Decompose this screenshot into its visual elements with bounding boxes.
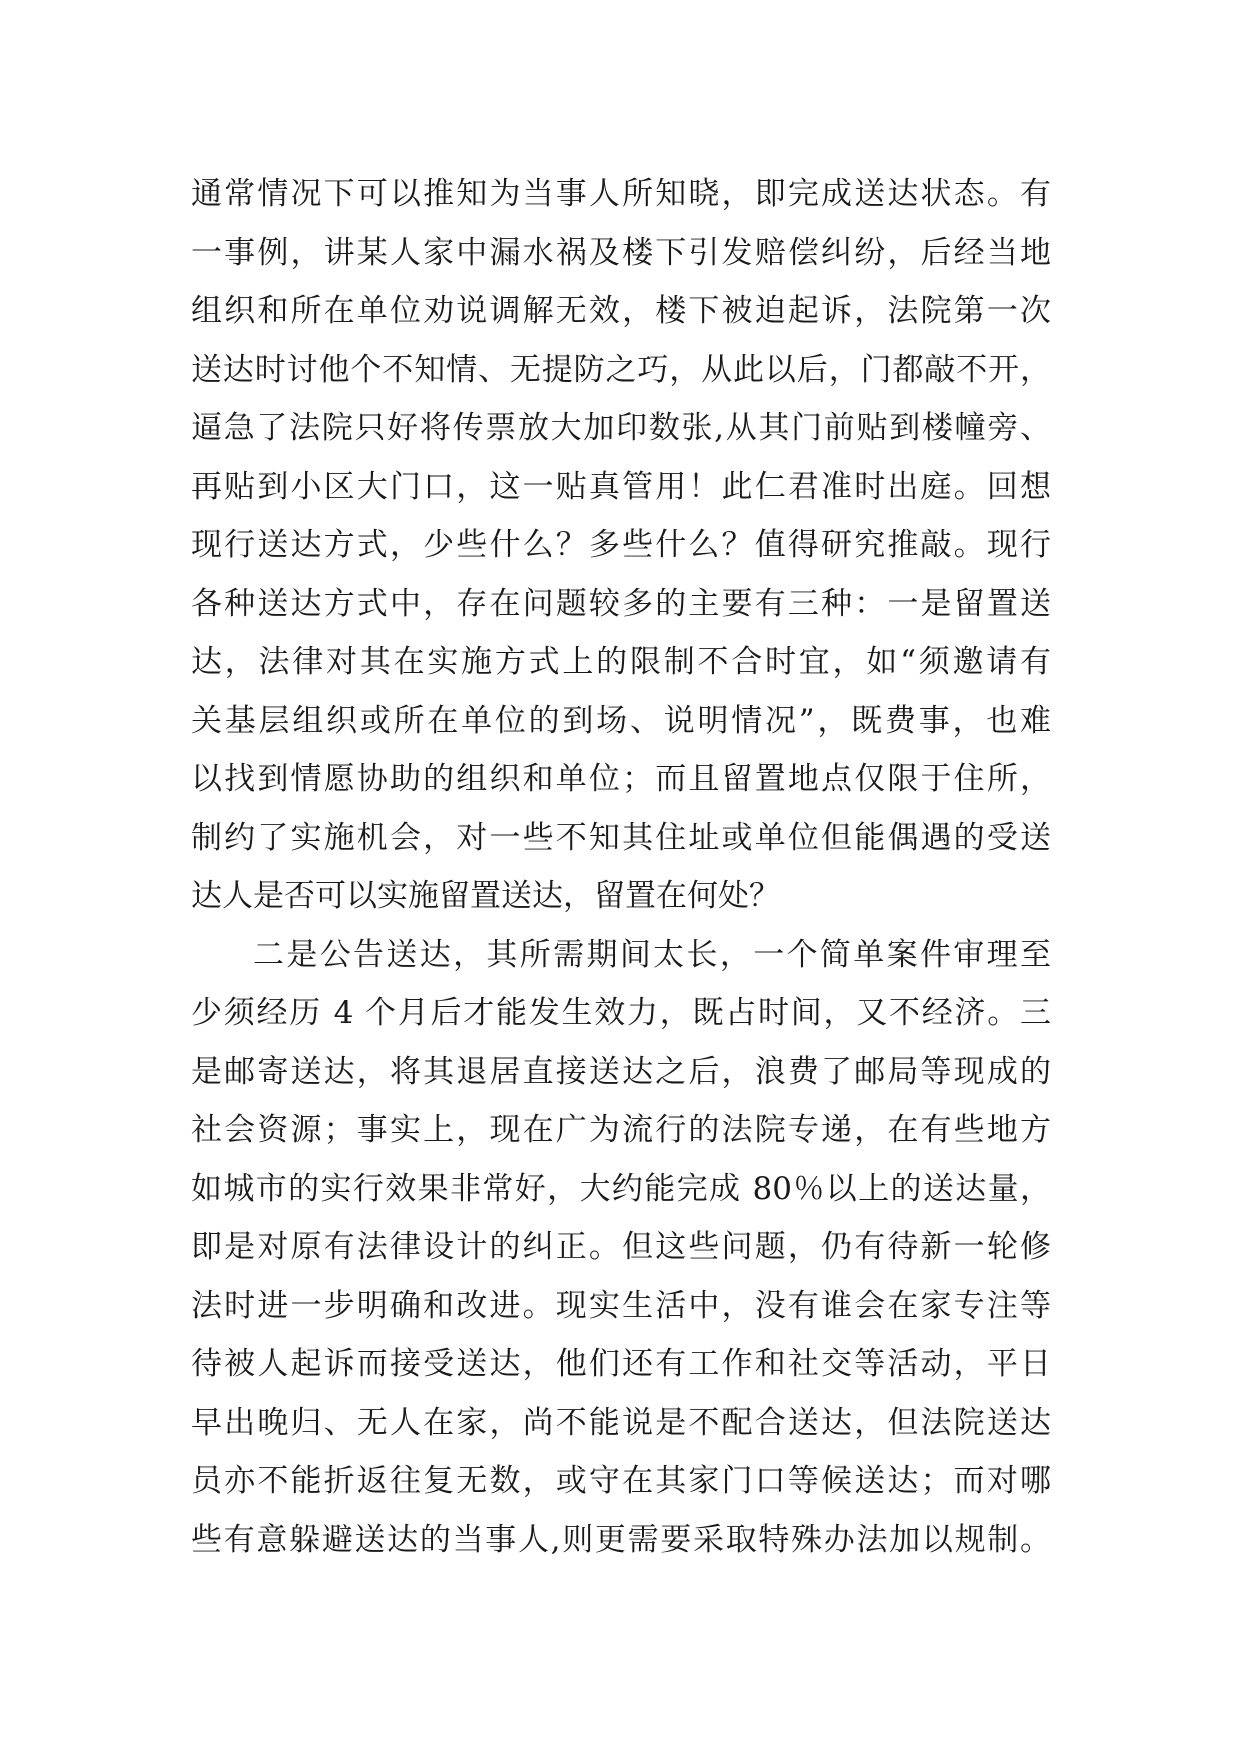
text-line: 现行送达方式，少些什么？多些什么？值得研究推敲。现行: [191, 527, 1051, 563]
text-line: 少须经历 4 个月后才能发生效力，既占时间，又不经济。三: [191, 995, 1051, 1031]
paragraph-1: [191, 165, 1051, 926]
text-line: 关基层组织或所在单位的到场、说明情况”，既费事，也难: [191, 702, 1051, 739]
body-text: [191, 165, 1051, 1569]
text-line: 制约了实施机会，对一些不知其住址或单位但能偶遇的受送: [191, 819, 1051, 856]
text-line: 二是公告送达，其所需期间太长，一个简单案件审理至: [253, 936, 1051, 973]
text-line: 即是对原有法律设计的纠正。但这些问题，仍有待新一轮修: [191, 1229, 1051, 1265]
paragraph-2: [191, 926, 1051, 1570]
text-line: 如城市的实行效果非常好，大约能完成 80％以上的送达量，: [191, 1170, 1051, 1207]
text-line: 通常情况下可以推知为当事人所知晓，即完成送达状态。有: [191, 176, 1051, 212]
text-line: 社会资源；事实上，现在广为流行的法院专递，在有些地方: [191, 1112, 1051, 1148]
text-line: 达，法律对其在实施方式上的限制不合时宜，如“须邀请有: [191, 644, 1051, 680]
text-line: 些有意躲避送达的当事人,则更需要采取特殊办法加以规制。: [191, 1521, 1051, 1558]
text-line: 再贴到小区大门口，这一贴真管用！此仁君准时出庭。回想: [191, 468, 1051, 505]
text-line: 是邮寄送达，将其退居直接送达之后，浪费了邮局等现成的: [191, 1053, 1051, 1090]
text-line: 员亦不能折返往复无数，或守在其家门口等候送达；而对哪: [191, 1463, 1051, 1499]
text-line: 早出晚归、无人在家，尚不能说是不配合送达，但法院送达: [191, 1404, 1051, 1441]
text-line: 送达时讨他个不知情、无提防之巧，从此以后，门都敲不开，: [191, 351, 1051, 388]
text-line: 达人是否可以实施留置送达，留置在何处？: [191, 878, 780, 914]
text-line: 各种送达方式中，存在问题较多的主要有三种：一是留置送: [191, 585, 1051, 622]
text-line: 一事例，讲某人家中漏水祸及楼下引发赔偿纠纷，后经当地: [191, 234, 1051, 271]
text-line: 以找到情愿协助的组织和单位；而且留置地点仅限于住所，: [191, 761, 1051, 797]
text-line: 法时进一步明确和改进。现实生活中，没有谁会在家专注等: [191, 1287, 1051, 1324]
text-line: 逼急了法院只好将传票放大加印数张,从其门前贴到楼幢旁、: [191, 410, 1051, 446]
text-line: 组织和所在单位劝说调解无效，楼下被迫起诉，法院第一次: [191, 293, 1051, 329]
text-line: 待被人起诉而接受送达，他们还有工作和社交等活动，平日: [191, 1346, 1051, 1382]
